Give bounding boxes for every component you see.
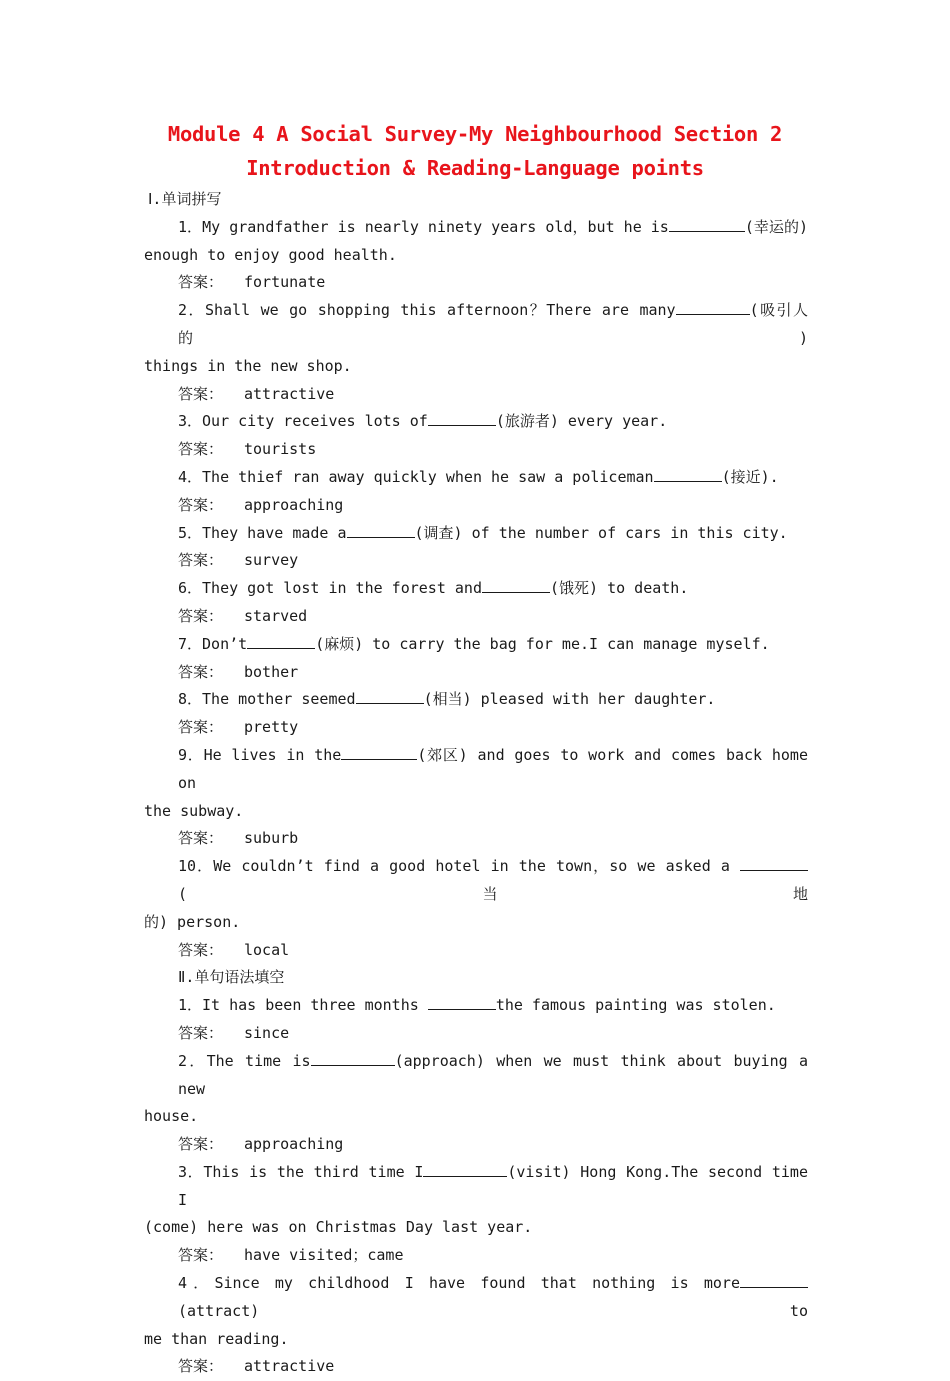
answer-text: attractive xyxy=(244,384,335,403)
answer-text: suburb xyxy=(244,829,299,848)
answer-line xyxy=(144,269,808,297)
answer-label: 答案： xyxy=(178,1246,224,1265)
answer-label: 答案： xyxy=(178,273,224,292)
answer-text: have visited；came xyxy=(244,1246,404,1265)
answer-line xyxy=(144,381,808,409)
answer-label: 答案： xyxy=(178,718,224,737)
answer-blank xyxy=(669,217,745,232)
question-continuation: (come) here was on Christmas Day last year. xyxy=(144,1218,533,1237)
answer-blank xyxy=(423,1162,507,1177)
question-line: 6．They got lost in the forest and (饿死) to death. xyxy=(178,579,689,598)
question-line: 8．The mother seemed (相当) pleased with her daughter. xyxy=(178,690,716,709)
answer-blank xyxy=(654,467,722,482)
answer-label: 答案： xyxy=(178,829,224,848)
answer-line xyxy=(144,714,808,742)
answer-label: 答案： xyxy=(178,440,224,459)
answer-line xyxy=(144,492,808,520)
answer-text: local xyxy=(244,940,290,959)
section-1-heading: Ⅰ.单词拼写 xyxy=(148,190,222,208)
answer-label: 答案： xyxy=(178,940,224,959)
answer-line xyxy=(144,825,808,853)
question-line: 10．We couldn’t find a good hotel in the town，so we asked a (当地 xyxy=(178,857,808,903)
answer-label: 答案： xyxy=(178,606,224,625)
answer-text: pretty xyxy=(244,718,299,737)
answer-label: 答案： xyxy=(178,662,224,681)
answer-line xyxy=(144,659,808,687)
answer-line xyxy=(144,436,808,464)
answer-blank xyxy=(482,578,550,593)
answer-line xyxy=(144,547,808,575)
answer-line xyxy=(144,937,808,965)
question-line: 4．The thief ran away quickly when he saw a policeman (接近). xyxy=(178,467,779,486)
answer-label: 答案： xyxy=(178,1023,224,1042)
answer-label: 答案： xyxy=(178,1357,224,1376)
question-continuation: 的) person. xyxy=(144,912,241,931)
answer-blank xyxy=(428,995,496,1010)
question-line: 1．It has been three months the famous painting was stolen. xyxy=(178,996,776,1015)
question-continuation: house. xyxy=(144,1107,199,1126)
question-line: 2．The time is (approach) when we must think about buying a new xyxy=(178,1051,808,1098)
question-line: 3．This is the third time I (visit) Hong Kong.The second time I xyxy=(178,1162,808,1209)
answer-blank xyxy=(311,1051,395,1066)
answer-text: approaching xyxy=(244,495,344,514)
answer-text: fortunate xyxy=(244,273,326,292)
answer-text: survey xyxy=(244,551,299,570)
question-continuation: enough to enjoy good health. xyxy=(144,245,397,264)
answer-blank xyxy=(356,689,424,704)
answer-line xyxy=(144,603,808,631)
answer-label: 答案： xyxy=(178,495,224,514)
question-line: 1．My grandfather is nearly ninety years old，but he is (幸运的) xyxy=(178,217,808,236)
answer-line xyxy=(144,1353,808,1381)
question-continuation: the subway. xyxy=(144,801,244,820)
question-line: 4．Since my childhood I have found that nothing is more(attract) to xyxy=(178,1274,808,1320)
question-line: 3．Our city receives lots of (旅游者) every year. xyxy=(178,412,668,431)
answer-blank xyxy=(428,411,496,426)
answer-text: attractive xyxy=(244,1357,335,1376)
question-line: 9．He lives in the (郊区) and goes to work and comes back home on xyxy=(178,745,808,792)
answer-label: 答案： xyxy=(178,1135,224,1154)
answer-line xyxy=(144,1242,808,1270)
answer-line xyxy=(144,1131,808,1159)
question-line: 2．Shall we go shopping this afternoon？There are many (吸引人的) xyxy=(178,301,809,347)
answer-text: bother xyxy=(244,662,299,681)
answer-text: tourists xyxy=(244,440,317,459)
page-title-line-1: Module 4 A Social Survey-My Neighbourhood Section 2 xyxy=(167,122,783,146)
answer-label: 答案： xyxy=(178,551,224,570)
answer-blank xyxy=(247,634,315,649)
question-continuation: things in the new shop. xyxy=(144,356,352,375)
answer-blank xyxy=(740,856,808,871)
answer-blank xyxy=(740,1273,808,1288)
question-line: 7．Don’t (麻烦) to carry the bag for me.I can manage myself. xyxy=(178,634,770,653)
answer-text: since xyxy=(244,1023,290,1042)
answer-text: approaching xyxy=(244,1135,344,1154)
question-continuation: me than reading. xyxy=(144,1329,289,1348)
page-title-line-2: Introduction & Reading-Language points xyxy=(246,156,704,180)
question-line: 5．They have made a (调查) of the number of cars in this city. xyxy=(178,523,788,542)
answer-text: starved xyxy=(244,606,308,625)
answer-blank xyxy=(341,745,417,760)
answer-blank xyxy=(347,523,415,538)
exercise-content xyxy=(144,186,808,1381)
answer-label: 答案： xyxy=(178,384,224,403)
section-2-heading: Ⅱ.单句语法填空 xyxy=(178,968,285,987)
answer-blank xyxy=(676,300,750,315)
answer-line xyxy=(144,1020,808,1048)
